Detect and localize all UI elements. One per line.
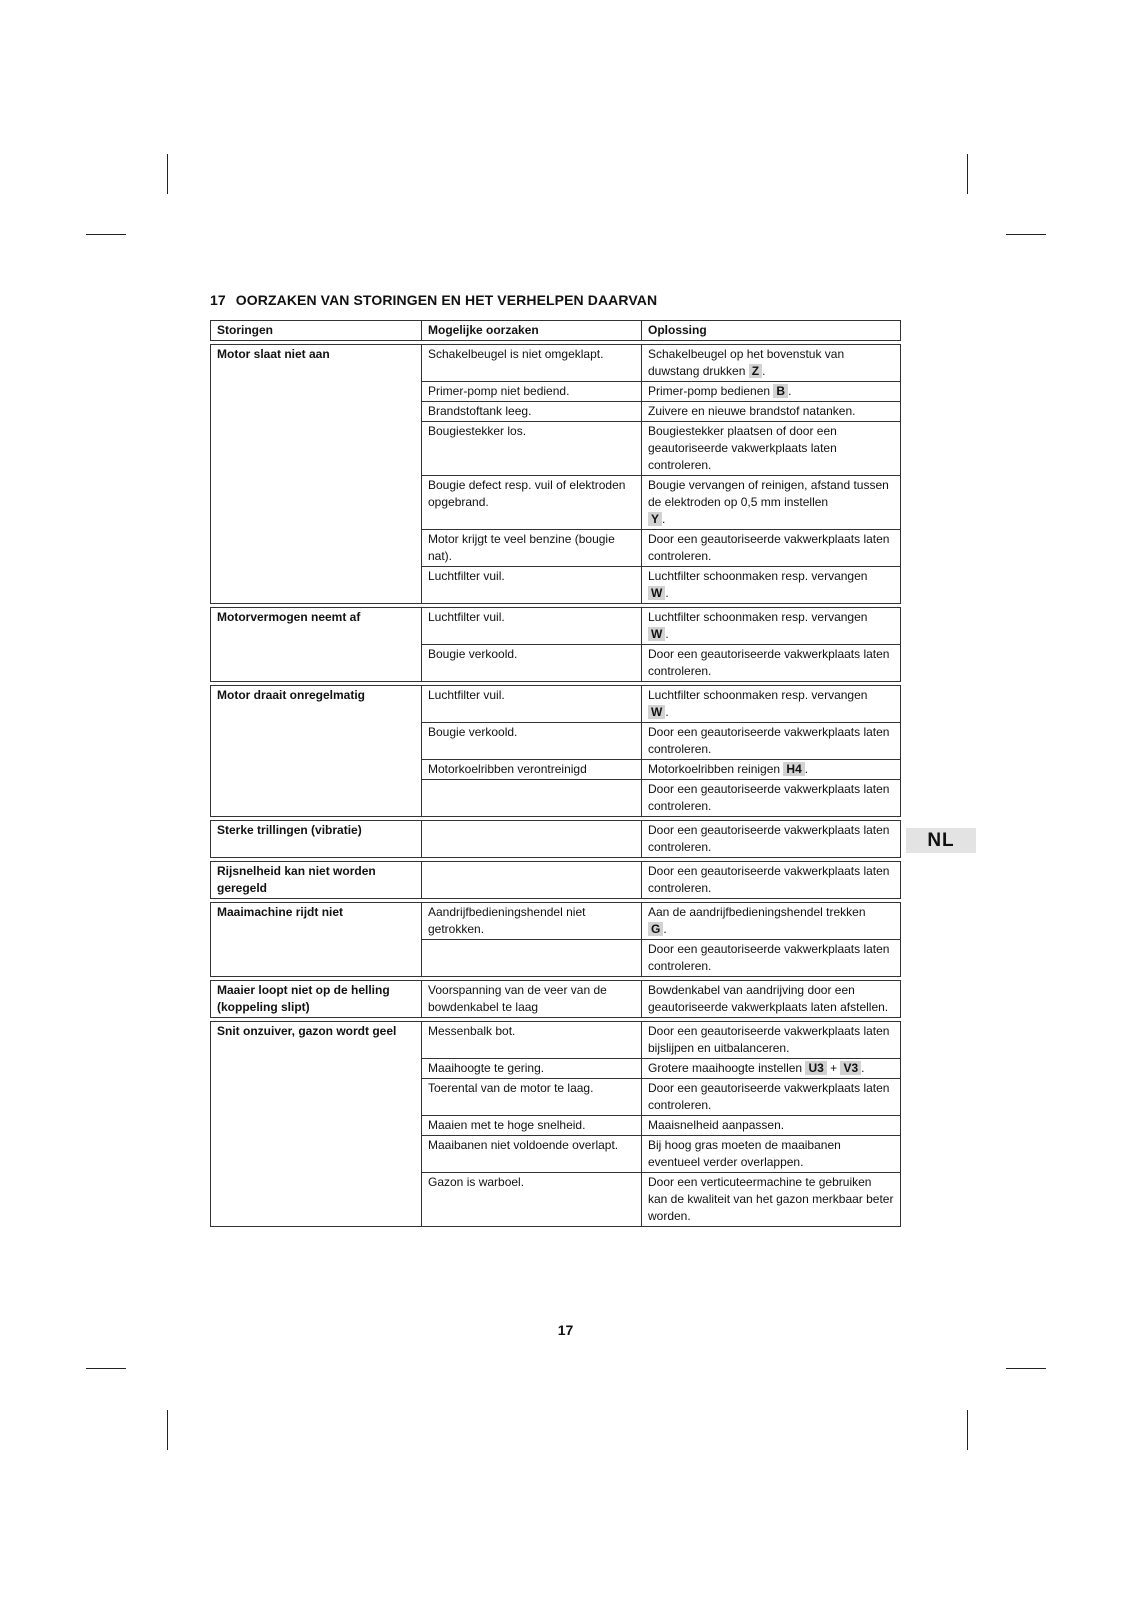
figure-ref-badge: Y: [648, 512, 662, 526]
solution-cell: [642, 530, 901, 567]
solution-cell: [642, 608, 901, 645]
solution-cell: [642, 382, 901, 402]
solution-cell: [642, 1079, 901, 1116]
solution-text: Bougie vervangen of reinigen, afstand tussen de elektroden op 0,5 mm instellen: [648, 478, 889, 509]
section-number: 17: [210, 292, 226, 308]
page-number: 17: [557, 1322, 574, 1338]
table-row: [211, 903, 901, 940]
fault-cell: Motor slaat niet aan: [211, 345, 422, 604]
figure-ref-badge: G: [648, 922, 663, 936]
cause-cell: Maaien met te hoge snelheid.: [422, 1116, 642, 1136]
cause-cell: Aandrijfbedieningshendel niet getrokken.: [422, 903, 642, 940]
solution-text: Schakelbeugel op het bovenstuk van duwstang drukken: [648, 347, 845, 378]
solution-cell: [642, 780, 901, 817]
language-tab: NL: [906, 828, 976, 853]
crop-mark: [1006, 1368, 1046, 1369]
solution-text: Door een geautoriseerde vakwerkplaats laten bijslijpen en uitbalanceren.: [648, 1024, 890, 1055]
solution-text: Door een geautoriseerde vakwerkplaats laten controleren.: [648, 823, 890, 854]
troubleshooting-table: [210, 320, 901, 1227]
solution-cell: [642, 862, 901, 899]
cause-cell: Maaihoogte te gering.: [422, 1059, 642, 1079]
fault-cell: Motor draait onregelmatig: [211, 686, 422, 817]
code-joiner: +: [830, 1061, 838, 1075]
crop-mark: [86, 1368, 126, 1369]
figure-ref-badge: W: [648, 627, 665, 641]
solution-text: Door een geautoriseerde vakwerkplaats laten controleren.: [648, 782, 890, 813]
table-row: [211, 686, 901, 723]
solution-cell: [642, 723, 901, 760]
figure-ref-badge: V3: [840, 1061, 861, 1075]
solution-cell: [642, 903, 901, 940]
solution-cell: [642, 760, 901, 780]
crop-mark: [86, 234, 126, 235]
solution-suffix: .: [665, 627, 669, 641]
solution-text: Primer-pomp bedienen: [648, 384, 771, 398]
solution-suffix: .: [762, 364, 766, 378]
cause-cell: Bougie defect resp. vuil of elektroden opgebrand.: [422, 476, 642, 530]
solution-text: Luchtfilter schoonmaken resp. vervangen: [648, 610, 868, 624]
solution-text: Motorkoelribben reinigen: [648, 762, 781, 776]
solution-text: Luchtfilter schoonmaken resp. vervangen: [648, 688, 868, 702]
figure-ref-badge: H4: [783, 762, 804, 776]
figure-ref-badge: B: [773, 384, 788, 398]
solution-suffix: .: [665, 705, 669, 719]
cause-cell: Maaibanen niet voldoende overlapt.: [422, 1136, 642, 1173]
solution-suffix: .: [861, 1061, 865, 1075]
table-row: [211, 345, 901, 382]
figure-ref-badge: Z: [749, 364, 762, 378]
solution-text: Bougiestekker plaatsen of door een geautoriseerde vakwerkplaats laten controleren.: [648, 424, 837, 472]
fault-cell: Motorvermogen neemt af: [211, 608, 422, 682]
cause-cell: Voorspanning van de veer van de bowdenkabel te laag: [422, 981, 642, 1018]
solution-cell: [642, 940, 901, 977]
solution-text: Door een geautoriseerde vakwerkplaats laten controleren.: [648, 725, 890, 756]
solution-text: Grotere maaihoogte instellen: [648, 1061, 803, 1075]
cause-cell: Bougie verkoold.: [422, 723, 642, 760]
cause-cell: Luchtfilter vuil.: [422, 567, 642, 604]
solution-suffix: .: [662, 512, 666, 526]
fault-cell: Snit onzuiver, gazon wordt geel: [211, 1022, 422, 1227]
cause-cell: Primer-pomp niet bediend.: [422, 382, 642, 402]
solution-cell: [642, 981, 901, 1018]
table-row: [211, 608, 901, 645]
solution-text: Bij hoog gras moeten de maaibanen eventueel verder overlappen.: [648, 1138, 841, 1169]
solution-suffix: .: [663, 922, 667, 936]
solution-text: Door een geautoriseerde vakwerkplaats laten controleren.: [648, 864, 890, 895]
solution-cell: [642, 1022, 901, 1059]
cause-cell: Luchtfilter vuil.: [422, 608, 642, 645]
cause-cell: Motorkoelribben verontreinigd: [422, 760, 642, 780]
cause-cell: [422, 862, 642, 899]
cause-cell: Bougiestekker los.: [422, 422, 642, 476]
section-title-text: OORZAKEN VAN STORINGEN EN HET VERHELPEN DAARVAN: [235, 292, 658, 308]
cause-cell: Bougie verkoold.: [422, 645, 642, 682]
cause-cell: Brandstoftank leeg.: [422, 402, 642, 422]
crop-mark: [167, 1410, 168, 1450]
solution-text: Door een geautoriseerde vakwerkplaats laten controleren.: [648, 532, 890, 563]
table-header-row: [211, 321, 901, 341]
solution-cell: [642, 1059, 901, 1079]
solution-cell: [642, 476, 901, 530]
fault-cell: Maaimachine rijdt niet: [211, 903, 422, 977]
table-row: [211, 981, 901, 1018]
cause-cell: [422, 940, 642, 977]
solution-text: Door een geautoriseerde vakwerkplaats laten controleren.: [648, 1081, 890, 1112]
cause-cell: Motor krijgt te veel benzine (bougie nat).: [422, 530, 642, 567]
solution-cell: [642, 402, 901, 422]
cause-cell: Gazon is warboel.: [422, 1173, 642, 1227]
solution-text: Maaisnelheid aanpassen.: [648, 1118, 785, 1132]
crop-mark: [967, 154, 968, 194]
solution-text: Bowdenkabel van aandrijving door een geautoriseerde vakwerkplaats laten afstellen.: [648, 983, 889, 1014]
solution-cell: [642, 686, 901, 723]
solution-cell: [642, 567, 901, 604]
solution-cell: [642, 1116, 901, 1136]
cause-cell: Schakelbeugel is niet omgeklapt.: [422, 345, 642, 382]
solution-suffix: .: [804, 762, 809, 776]
figure-ref-badge: U3: [805, 1061, 826, 1075]
header-faults: Storingen: [211, 321, 422, 341]
solution-cell: [642, 645, 901, 682]
troubleshooting-table-wrap: [210, 320, 900, 1227]
section-title: [210, 292, 657, 308]
cause-cell: [422, 821, 642, 858]
solution-text: Door een geautoriseerde vakwerkplaats laten controleren.: [648, 942, 890, 973]
solution-text: Zuivere en nieuwe brandstof natanken.: [648, 404, 856, 418]
cause-cell: Toerental van de motor te laag.: [422, 1079, 642, 1116]
fault-cell: Sterke trillingen (vibratie): [211, 821, 422, 858]
header-solution: Oplossing: [642, 321, 901, 341]
figure-ref-badge: W: [648, 586, 665, 600]
solution-cell: [642, 821, 901, 858]
cause-cell: Messenbalk bot.: [422, 1022, 642, 1059]
solution-cell: [642, 1136, 901, 1173]
solution-suffix: .: [788, 384, 792, 398]
figure-ref-badge: W: [648, 705, 665, 719]
solution-text: Door een geautoriseerde vakwerkplaats laten controleren.: [648, 647, 890, 678]
fault-cell: Maaier loopt niet op de helling (koppeling slipt): [211, 981, 422, 1018]
cause-cell: Luchtfilter vuil.: [422, 686, 642, 723]
crop-mark: [967, 1410, 968, 1450]
solution-text: Aan de aandrijfbedieningshendel trekken: [648, 905, 866, 919]
solution-text: Luchtfilter schoonmaken resp. vervangen: [648, 569, 868, 583]
cause-cell: [422, 780, 642, 817]
solution-text: Door een verticuteermachine te gebruiken kan de kwaliteit van het gazon merkbaar beter worden.: [648, 1175, 894, 1223]
table-row: [211, 821, 901, 858]
table-row: [211, 1022, 901, 1059]
crop-mark: [167, 154, 168, 194]
crop-mark: [1006, 234, 1046, 235]
solution-suffix: .: [665, 586, 669, 600]
solution-cell: [642, 345, 901, 382]
solution-cell: [642, 422, 901, 476]
header-causes: Mogelijke oorzaken: [422, 321, 642, 341]
table-row: [211, 862, 901, 899]
solution-cell: [642, 1173, 901, 1227]
fault-cell: Rijsnelheid kan niet worden geregeld: [211, 862, 422, 899]
